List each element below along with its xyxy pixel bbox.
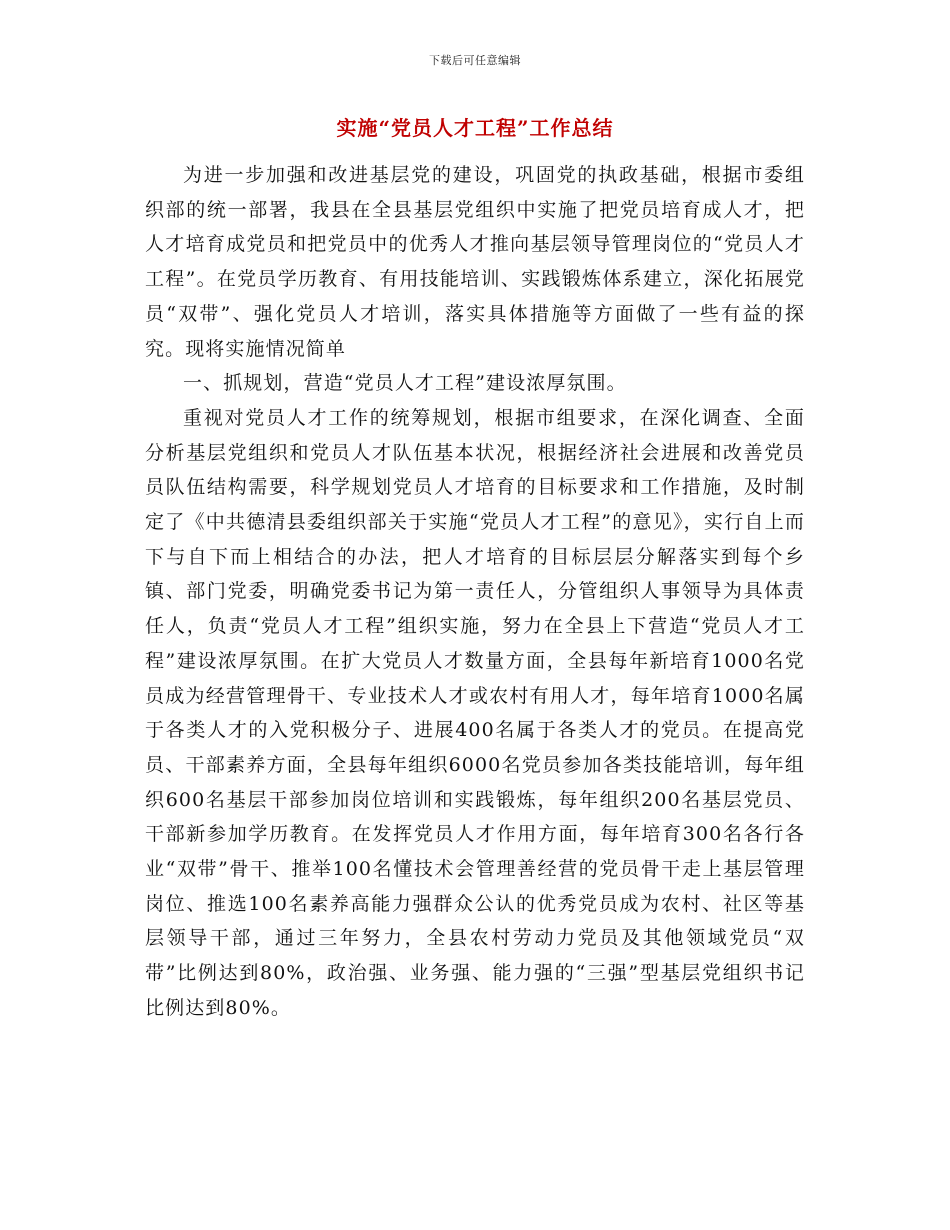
paragraph-intro: 为进一步加强和改进基层党的建设，巩固党的执政基础，根据市委组织部的统一部署，我县在全县基层党组织中实施了把党员培育成人才，把人才培育成党员和把党员中的优秀人才推向基层领导管理岗位的“党员人才工程”。在党员学历教育、有用技能培训、实践锻炼体系建立，深化拓展党员“双带”、强化党员人才培训，落实具体措施等方面做了一些有益的探究。现将实施情况简单 (145, 164, 805, 360)
document-title: 实施“党员人才工程”工作总结 (336, 116, 614, 140)
document-body (145, 158, 805, 1026)
header-note: 下载后可任意编辑 (429, 54, 521, 67)
paragraph-section-1: 重视对党员人才工作的统筹规划，根据市组要求，在深化调查、全面分析基层党组织和党员人才队伍基本状况，根据经济社会进展和改善党员员队伍结构需要，科学规划党员人才培育的目标要求和工作措施，及时制定了《中共德清县委组织部关于实施“党员人才工程”的意见》，实行自上而下与自下而上相结合的办法，把人才培育的目标层层分解落实到每个乡镇、部门党委，明确党委书记为第一责任人，分管组织人事领导为具体责任人，负责“党员人才工程”组织实施，努力在全县上下营造“党员人才工程”建设浓厚氛围。在扩大党员人才数量方面，全县每年新培育1000名党员成为经营管理骨干、专业技术人才或农村有用人才，每年培育1000名属于各类人才的入党积极分子、进展400名属于各类人才的党员。在提高党员、干部素养方面，全县每年组织6000名党员参加各类技能培训，每年组织600名基层干部参加岗位培训和实践锻炼，每年组织200名基层党员、干部新参加学历教育。在发挥党员人才作用方面，每年培育300名各行各业“双带”骨干、推举100名懂技术会管理善经营的党员骨干走上基层管理岗位、推选100名素养高能力强群众公认的优秀党员成为农村、社区等基层领导干部，通过三年努力，全县农村劳动力党员及其他领域党员“双带”比例达到80%，政治强、业务强、能力强的“三强”型基层党组织书记比例达到80%。 (145, 406, 805, 1019)
section-heading-1: 一、抓规划，营造“党员人才工程”建设浓厚氛围。 (183, 372, 627, 395)
